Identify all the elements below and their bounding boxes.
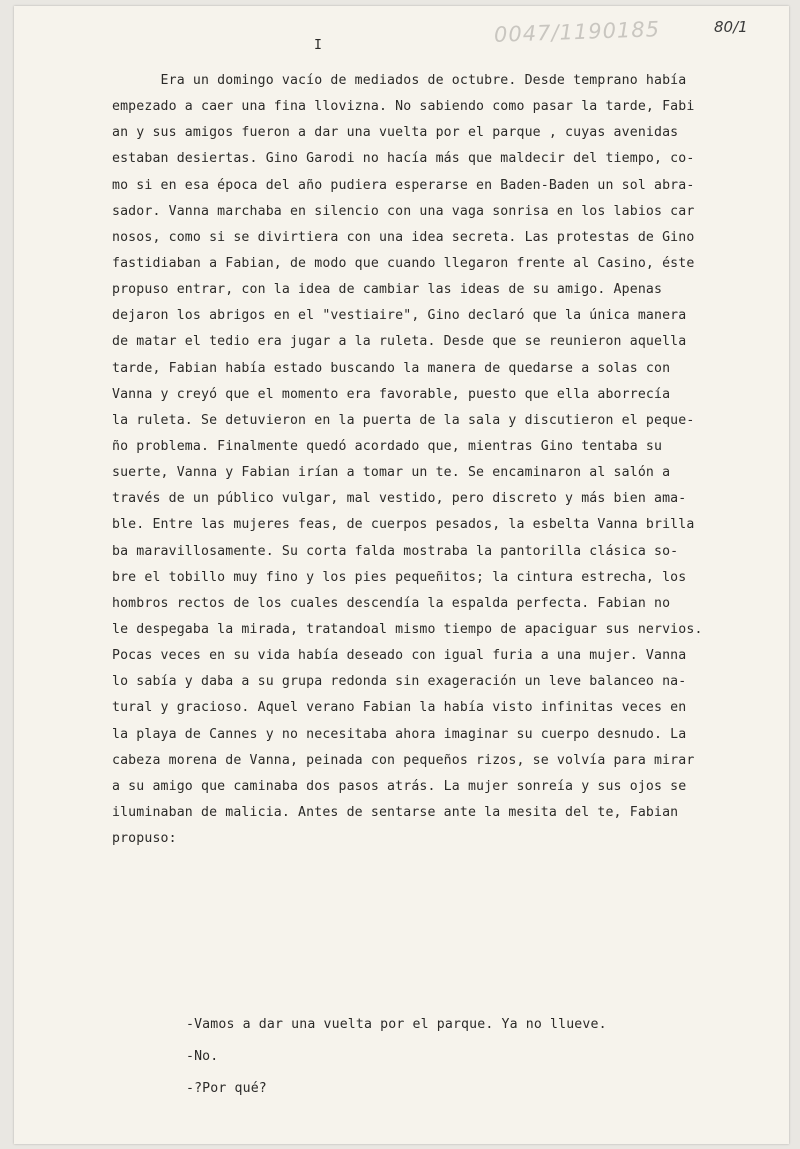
text-line: de matar el tedio era jugar a la ruleta. Desde que se reunieron aquella — [112, 334, 687, 350]
text-line: a su amigo que caminaba dos pasos atrás. La mujer sonreía y sus ojos se — [112, 778, 687, 794]
archive-stamp: 0047/1190185 — [493, 17, 661, 47]
text-line: hombros rectos de los cuales descendía la espalda perfecta. Fabian no — [112, 595, 671, 611]
paragraph — [112, 68, 772, 852]
text-line: estaban desiertas. Gino Garodi no hacía más que maldecir del tiempo, co- — [112, 151, 695, 167]
text-line: iluminaban de malicia. Antes de sentarse ante la mesita del te, Fabian — [112, 804, 679, 820]
typed-manuscript-page — [14, 6, 789, 1144]
dialogue-line: -Vamos a dar una vuelta por el parque. Ya no llueve. — [186, 1017, 607, 1032]
text-line: ño problema. Finalmente quedó acordado que, mientras Gino tentaba su — [112, 438, 663, 454]
text-line: suerte, Vanna y Fabian irían a tomar un te. Se encaminaron al salón a — [112, 465, 671, 481]
text-line: sador. Vanna marchaba en silencio con una vaga sonrisa en los labios car — [112, 203, 695, 219]
text-line: ba maravillosamente. Su corta falda mostraba la pantorilla clásica so- — [112, 543, 679, 559]
text-line: cabeza morena de Vanna, peinada con pequeños rizos, se volvía para mirar — [112, 752, 695, 768]
text-line: la ruleta. Se detuvieron en la puerta de la sala y discutieron el peque- — [112, 412, 695, 428]
dialogue-block — [186, 1009, 607, 1105]
text-line: la playa de Cannes y no necesitaba ahora imaginar su cuerpo desnudo. La — [112, 726, 687, 742]
chapter-heading: I — [314, 38, 323, 53]
dialogue-line: -?Por qué? — [186, 1081, 267, 1096]
text-line: dejaron los abrigos en el "vestiaire", Gino declaró que la única manera — [112, 308, 687, 324]
text-line: ble. Entre las mujeres feas, de cuerpos pesados, la esbelta Vanna brilla — [112, 517, 695, 533]
text-line: través de un público vulgar, mal vestido, pero discreto y más bien ama- — [112, 491, 687, 507]
text-line: propuso entrar, con la idea de cambiar las ideas de su amigo. Apenas — [112, 282, 663, 298]
text-line: mo si en esa época del año pudiera esperarse en Baden-Baden un sol abra- — [112, 177, 695, 193]
text-line: le despegaba la mirada, tratandoal mismo tiempo de apaciguar sus nervios. — [112, 621, 703, 637]
text-line: fastidiaban a Fabian, de modo que cuando llegaron frente al Casino, éste — [112, 255, 695, 271]
text-line: empezado a caer una fina llovizna. No sabiendo como pasar la tarde, Fabi — [112, 99, 695, 115]
text-line: nosos, como si se divirtiera con una idea secreta. Las protestas de Gino — [112, 229, 695, 245]
text-line: an y sus amigos fueron a dar una vuelta por el parque , cuyas avenidas — [112, 125, 679, 141]
text-line: bre el tobillo muy fino y los pies pequeñitos; la cintura estrecha, los — [112, 569, 687, 585]
text-line: tural y gracioso. Aquel verano Fabian la había visto infinitas veces en — [112, 700, 687, 716]
text-line: propuso: — [112, 831, 177, 847]
text-line: lo sabía y daba a su grupa redonda sin exageración un leve balanceo na- — [112, 674, 687, 690]
handwritten-page-number: 80/1 — [714, 18, 748, 36]
text-line: Vanna y creyó que el momento era favorable, puesto que ella aborrecía — [112, 386, 671, 402]
text-line: tarde, Fabian había estado buscando la manera de quedarse a solas con — [112, 360, 671, 376]
text-line: Pocas veces en su vida había deseado con igual furia a una mujer. Vanna — [112, 648, 687, 664]
dialogue-line: -No. — [186, 1049, 219, 1064]
text-line: Era un domingo vacío de mediados de octubre. Desde temprano había — [112, 73, 687, 88]
